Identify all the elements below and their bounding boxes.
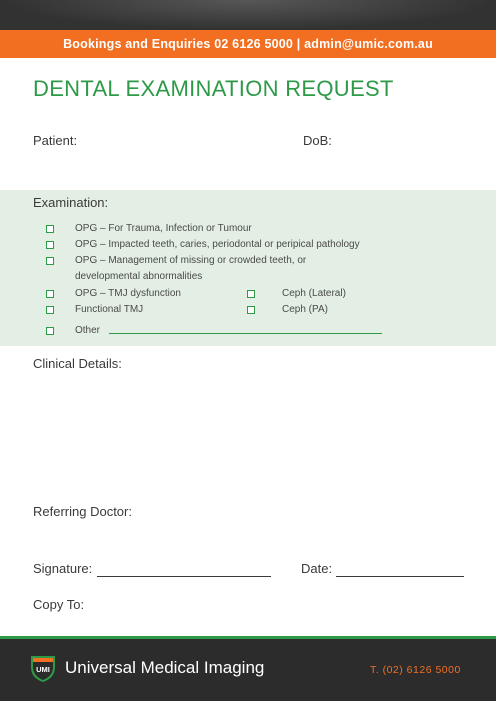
option-ceph-pa: Ceph (PA) (282, 304, 328, 315)
option-functional-tmj: Functional TMJ (75, 304, 144, 315)
examination-label: Examination: (33, 195, 109, 210)
checkbox-opg-tmj[interactable] (46, 290, 54, 298)
checkbox-functional-tmj[interactable] (46, 306, 54, 314)
checkbox-ceph-lateral[interactable] (247, 290, 255, 298)
option-opg-trauma: OPG – For Trauma, Infection or Tumour (75, 223, 252, 234)
checkbox-opg-missing[interactable] (46, 257, 54, 265)
date-label: Date: (301, 561, 333, 576)
checkbox-opg-trauma[interactable] (46, 225, 54, 233)
contact-banner (0, 30, 496, 58)
form-title: DENTAL EXAMINATION REQUEST (33, 76, 394, 101)
checkbox-opg-impacted[interactable] (46, 241, 54, 249)
checkbox-other[interactable] (46, 327, 54, 335)
footer-phone: T. (02) 6126 5000 (370, 664, 461, 676)
option-opg-impacted: OPG – Impacted teeth, caries, periodontal or peripical pathology (75, 239, 360, 250)
signature-label: Signature: (33, 561, 93, 576)
examination-panel (0, 190, 496, 346)
option-ceph-lateral: Ceph (Lateral) (282, 288, 346, 299)
logo-text: UMI (36, 665, 50, 674)
option-other: Other (75, 325, 101, 336)
checkbox-ceph-pa[interactable] (247, 306, 255, 314)
date-line[interactable] (336, 576, 464, 577)
brand-name: Universal Medical Imaging (65, 658, 265, 677)
patient-label: Patient: (33, 133, 78, 148)
option-opg-missing-line2: developmental abnormalities (75, 271, 203, 282)
other-input-line[interactable] (109, 333, 382, 334)
copy-to-label: Copy To: (33, 597, 85, 612)
option-opg-tmj: OPG – TMJ dysfunction (75, 288, 181, 299)
clinical-details-label: Clinical Details: (33, 356, 122, 371)
referring-doctor-label: Referring Doctor: (33, 504, 132, 519)
umi-logo-icon (30, 653, 56, 683)
top-decorative-band (0, 0, 496, 30)
dob-label: DoB: (303, 133, 332, 148)
contact-text: Bookings and Enquiries 02 6126 5000 | admin@umic.com.au (63, 37, 433, 51)
option-opg-missing-line1: OPG – Management of missing or crowded teeth, or (75, 255, 307, 266)
signature-line[interactable] (97, 576, 271, 577)
